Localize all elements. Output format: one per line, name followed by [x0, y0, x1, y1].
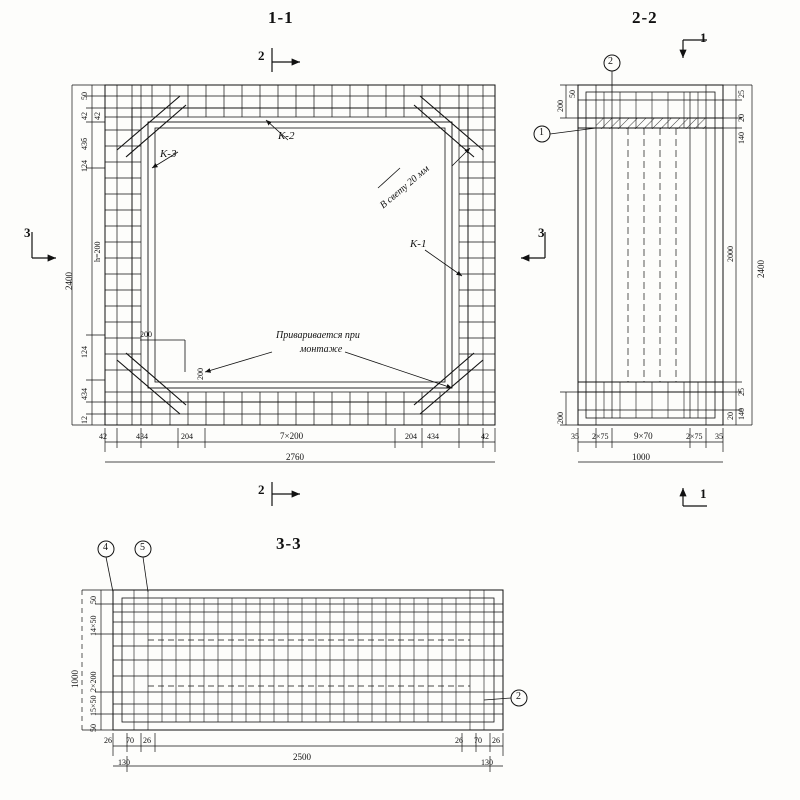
section-mark-bottom-2: 2	[258, 482, 265, 497]
dim-v3-bottom-26b: 26	[143, 736, 151, 745]
dim-v1-left-43b: 43б	[80, 137, 89, 150]
gap-note: В свету 20 мм	[377, 163, 432, 211]
dim-v1-top-left-42: 42	[80, 112, 89, 120]
callout-k3: К-3	[160, 148, 177, 160]
dim-v3-bottom-70b: 70	[474, 736, 482, 745]
dim-v1-bottom-204a: 204	[181, 432, 193, 441]
bubble-2-view3: 2	[516, 691, 521, 702]
dim-v2-bottom-total: 1000	[632, 452, 650, 462]
dim-v1-inner-200-v: 200	[196, 368, 205, 380]
view-title-3-3: 3-3	[276, 534, 302, 553]
dim-v3-bottom-130a: 130	[118, 758, 130, 767]
section-mark-right-bottom-1: 1	[700, 486, 707, 501]
dim-v1-left-124-b: 124	[80, 346, 89, 358]
dim-v3-left-50: 50	[89, 596, 98, 604]
dim-v3-bottom-center: 2500	[293, 752, 311, 762]
dim-v1-bottom-434b: 434	[427, 432, 439, 441]
section-mark-right-top-1: 1	[700, 30, 707, 45]
callout-k2: К-2	[278, 130, 295, 142]
dim-v3-left-15x50: 15×50	[89, 695, 98, 716]
dim-v2-top-50: 50	[568, 90, 577, 98]
dim-v1-top-left-50: 50	[80, 92, 89, 100]
dim-v2-bottom-35a: 35	[571, 432, 579, 441]
dim-v3-left-14x50: 14×50	[89, 615, 98, 636]
view-title-1-1: 1-1	[268, 8, 294, 27]
dim-v2-right-2000: 2000	[726, 246, 735, 262]
dim-v1-inner-200: 200	[140, 330, 152, 339]
dim-v1-bottom-204b: 204	[405, 432, 417, 441]
dim-v2-top-200: 200	[556, 100, 565, 112]
callout-k1: К-1	[410, 238, 427, 250]
bubble-5: 5	[140, 542, 145, 553]
section-mark-left-3: 3	[24, 225, 31, 240]
dim-v2-right-25-top: 25	[737, 90, 746, 98]
dim-v1-bottom-42b: 42	[481, 432, 489, 441]
section-mark-top-2: 2	[258, 48, 265, 63]
dim-v1-left-h200: h=200	[93, 241, 102, 262]
dim-v2-bottom-center: 9×70	[634, 431, 653, 441]
dim-v2-right-20: 20	[737, 114, 746, 122]
bubble-2-top: 2	[608, 56, 613, 67]
dim-v2-bottom-35b: 35	[715, 432, 723, 441]
dim-v1-left-total: 2400	[64, 272, 74, 290]
bubble-4: 4	[103, 542, 108, 553]
weld-note-line-1: Приваривается при	[276, 330, 360, 341]
dim-v2-right-2400: 2400	[756, 260, 766, 278]
dim-v1-bottom-total: 2760	[286, 452, 304, 462]
weld-note-line-2: монтаже	[300, 344, 343, 355]
dim-v1-left-42: 42	[93, 112, 102, 120]
dim-v3-bottom-26d: 26	[492, 736, 500, 745]
bubble-1: 1	[539, 127, 544, 138]
dim-v2-left-200-bottom: 200	[556, 412, 565, 424]
dim-v3-left-50b: 50	[89, 724, 98, 732]
section-mark-right-3: 3	[538, 225, 545, 240]
dim-v2-right-140-b: 140	[737, 408, 746, 420]
view-title-2-2: 2-2	[632, 8, 658, 27]
dim-v1-bottom-center: 7×200	[280, 431, 304, 441]
dim-v2-right-25-mid: 25	[737, 388, 746, 396]
dim-v2-right-20-b: 20	[726, 412, 735, 420]
dim-v1-left-124-a: 124	[80, 160, 89, 172]
dim-v1-bottom-42a: 42	[99, 432, 107, 441]
dim-v2-bottom-2x75b: 2×75	[686, 432, 703, 441]
dim-v3-bottom-26a: 26	[104, 736, 112, 745]
dim-v1-left-434: 434	[80, 388, 89, 400]
dim-v3-bottom-130b: 130	[481, 758, 493, 767]
dim-v3-bottom-70a: 70	[126, 736, 134, 745]
dim-v3-bottom-26c: 26	[455, 736, 463, 745]
dim-v1-bottom-434a: 434	[136, 432, 148, 441]
dim-v2-right-140: 140	[737, 132, 746, 144]
dim-v1-left-12: 12	[80, 416, 89, 424]
dim-v3-left-total: 1000	[70, 670, 80, 688]
dim-v3-left-2x200: 2×200	[89, 671, 98, 692]
dim-v2-bottom-2x75a: 2×75	[592, 432, 609, 441]
